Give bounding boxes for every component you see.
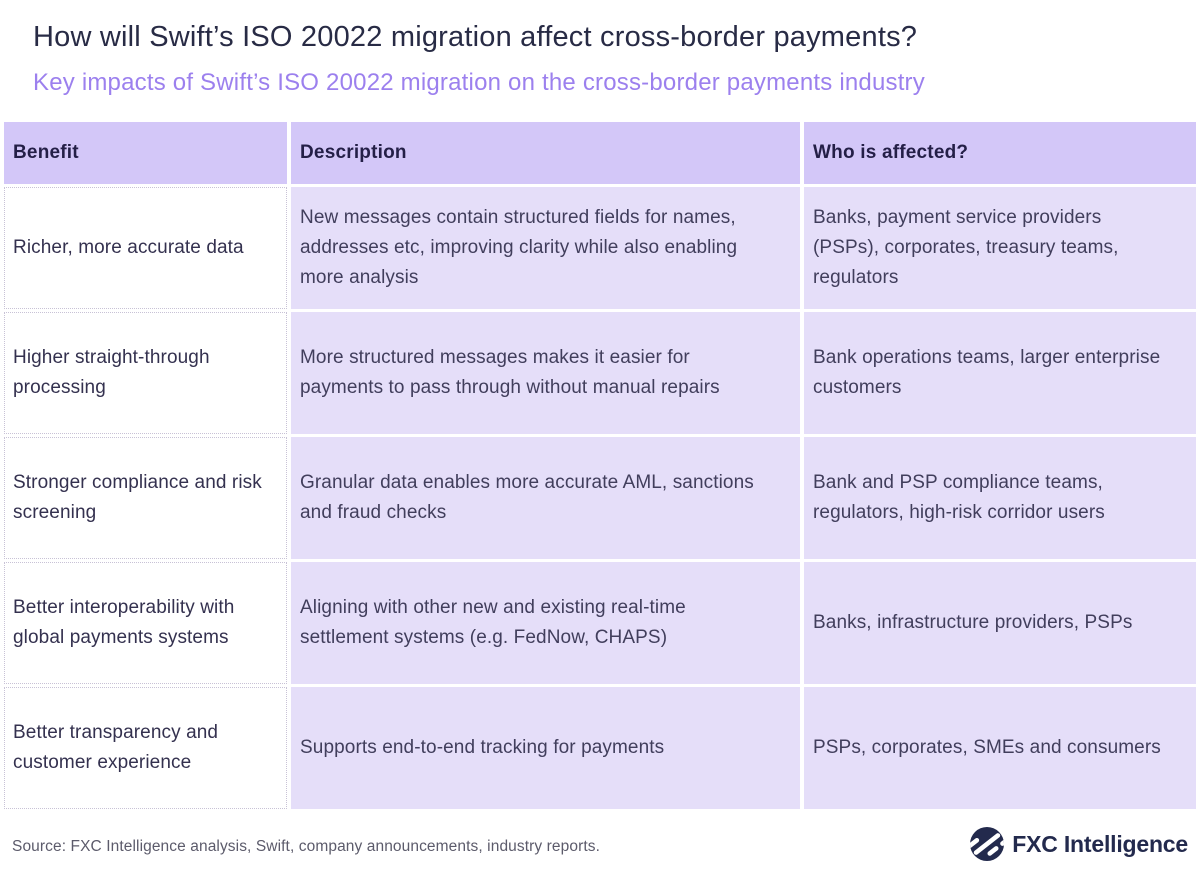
table-cell-description: Supports end-to-end tracking for payments	[291, 687, 800, 809]
impacts-table	[4, 122, 1196, 809]
column-header-benefit: Benefit	[4, 122, 287, 184]
table-cell-who: Banks, infrastructure providers, PSPs	[804, 562, 1196, 684]
table-cell-description: Granular data enables more accurate AML, sanctions and fraud checks	[291, 437, 800, 559]
table-cell-benefit: Better transparency and customer experience	[4, 687, 287, 809]
fxc-globe-icon	[970, 827, 1004, 861]
table-cell-who: PSPs, corporates, SMEs and consumers	[804, 687, 1196, 809]
page-subtitle: Key impacts of Swift’s ISO 20022 migration on the cross-border payments industry	[33, 69, 925, 96]
column-header-who: Who is affected?	[804, 122, 1196, 184]
source-note: Source: FXC Intelligence analysis, Swift, company announcements, industry reports.	[12, 838, 601, 855]
table-cell-description: New messages contain structured fields for names, addresses etc, improving clarity while also enabling more analysis	[291, 187, 800, 309]
table-cell-benefit: Stronger compliance and risk screening	[4, 437, 287, 559]
table-cell-benefit: Richer, more accurate data	[4, 187, 287, 309]
fxc-intelligence-logo	[970, 827, 1188, 861]
logo-wordmark: FXC Intelligence	[1012, 830, 1188, 857]
column-header-description: Description	[291, 122, 800, 184]
page-title: How will Swift’s ISO 20022 migration affect cross-border payments?	[33, 21, 918, 53]
table-cell-benefit: Higher straight-through processing	[4, 312, 287, 434]
table-cell-who: Bank operations teams, larger enterprise customers	[804, 312, 1196, 434]
table-cell-who: Banks, payment service providers (PSPs), corporates, treasury teams, regulators	[804, 187, 1196, 309]
table-cell-benefit: Better interoperability with global payments systems	[4, 562, 287, 684]
table-cell-description: More structured messages makes it easier for payments to pass through without manual repairs	[291, 312, 800, 434]
table-cell-who: Bank and PSP compliance teams, regulators, high-risk corridor users	[804, 437, 1196, 559]
table-cell-description: Aligning with other new and existing real-time settlement systems (e.g. FedNow, CHAPS)	[291, 562, 800, 684]
